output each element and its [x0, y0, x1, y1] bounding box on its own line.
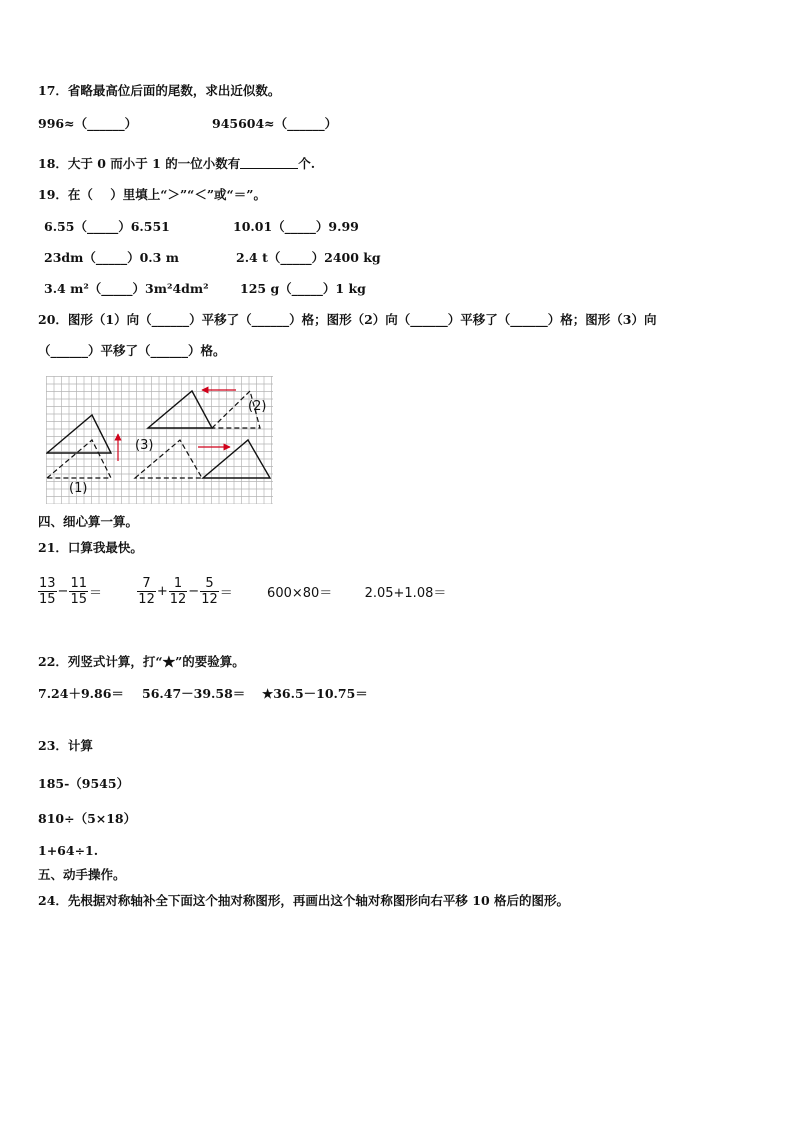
q23-expression-3: 1+64÷1.: [38, 843, 99, 858]
q17-item-b: 945604≈（______）: [212, 116, 338, 131]
figure-1-label: (1): [69, 481, 88, 496]
q19-item-1a: 6.55（_____）6.551: [44, 219, 170, 234]
q19-item-2b: 2.4 t（_____）2400 kg: [236, 250, 381, 265]
q19-text: 19．在（ ）里填上“＞”“＜”或“＝”。: [38, 187, 266, 202]
fraction: $\frac{13}{15}$: [39, 576, 56, 607]
section-5-heading: 五、动手操作。: [38, 867, 126, 882]
figure-2-label: (2): [248, 399, 267, 414]
q19-item-3a: 3.4 m²（_____）3m²4dm²: [44, 281, 209, 296]
q18-post: 个.: [298, 156, 316, 171]
q24-text: 24．先根据对称轴补全下面这个抽对称图形，再画出这个轴对称图形向右平移 10 格后的图形。: [38, 893, 569, 908]
fraction: $\frac{1}{12}$: [169, 576, 187, 607]
fraction: $\frac{11}{15}$: [70, 576, 87, 607]
q22-text: 22．列竖式计算，打“★”的要验算。: [38, 654, 245, 669]
figure-2-original: [148, 391, 212, 428]
q19-item-1b: 10.01（_____）9.99: [233, 219, 359, 234]
q18-pre: 18．大于 0 而小于 1 的一位小数有: [38, 156, 241, 171]
q17-text: 17．省略最高位后面的尾数，求出近似数。: [38, 83, 281, 98]
q21-expressions: $\frac{13}{15}$ − $\frac{11}{15}$ ＝ $\frac{7}{12}$ + $\frac{1}{12}$ − $\frac{5}{12}$ ＝ 600×80＝ 2.05+1.08＝: [39, 576, 447, 607]
q17-item-a: 996≈（______）: [38, 116, 138, 131]
fraction: $\frac{5}{12}$: [201, 576, 218, 607]
translation-grid-figure: [46, 376, 273, 504]
q21-expression-3: 600×80＝: [267, 586, 333, 601]
q22-expression-3: ★36.5－10.75＝: [262, 686, 368, 701]
q21-expression-4: 2.05+1.08＝: [364, 586, 447, 601]
section-4-heading: 四、细心算一算。: [38, 514, 139, 529]
q23-text: 23．计算: [38, 738, 93, 753]
q19-item-3b: 125 g（_____）1 kg: [240, 281, 366, 296]
q23-expression-2: 810÷（5×18）: [38, 811, 137, 826]
fraction: $\frac{7}{12}$: [138, 576, 155, 607]
figure-1-original: [47, 415, 111, 453]
q21-text: 21．口算我最快。: [38, 540, 143, 555]
q20-line2: （______）平移了（______）格。: [38, 343, 226, 358]
q23-expression-1: 185-（9545）: [38, 776, 130, 791]
q20-line1: 20．图形（1）向（______）平移了（______）格；图形（2）向（______）平移了（______）格；图形（3）向: [38, 312, 657, 327]
q18-answer-blank[interactable]: [240, 156, 298, 169]
figure-3-label: (3): [135, 438, 154, 453]
q22-expression-1: 7.24＋9.86＝: [38, 686, 124, 701]
q22-expression-2: 56.47－39.58＝: [142, 686, 246, 701]
q18-line: [38, 156, 315, 172]
q19-item-2a: 23dm（_____）0.3 m: [44, 250, 179, 265]
